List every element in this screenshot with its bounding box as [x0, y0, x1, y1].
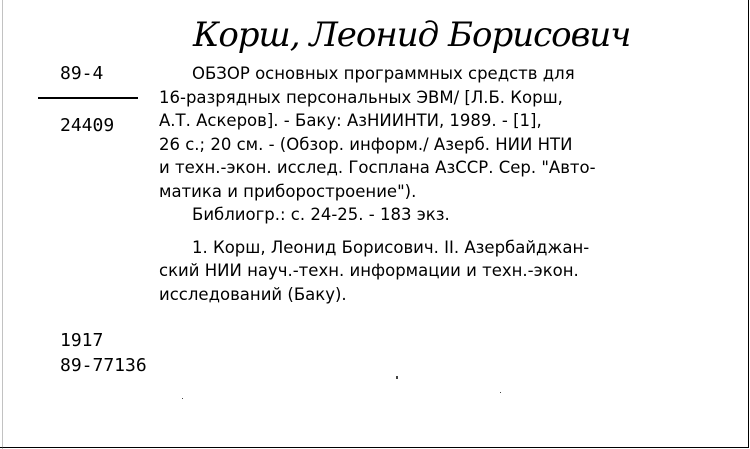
ink-speck	[500, 392, 501, 393]
card-left-edge	[2, 0, 3, 449]
bibliography-note: Библиогр.: с. 24-25. - 183 экз.	[192, 205, 450, 224]
tracing-line: 1. Корш, Леонид Борисович. II. Азербайджан-	[192, 237, 590, 257]
record-number: 89-77136	[60, 355, 147, 376]
description-line: 26 с.; 20 см. - (Обзор. информ./ Азерб. НИИ НТИ	[159, 134, 573, 154]
description-line: и техн.-экон. исслед. Госплана АзССР. Сер. "Авто-	[159, 158, 596, 177]
year-code: 1917	[60, 330, 104, 351]
ink-speck	[396, 376, 398, 379]
tracing-line: исследований (Баку).	[159, 284, 347, 304]
bibliographic-description	[159, 62, 739, 306]
description-line: матика и приборостроение").	[159, 181, 417, 201]
index-divider	[38, 97, 138, 99]
index-code: 89-4	[60, 63, 104, 84]
description-line: ОБЗОР основных программных средств для	[192, 64, 575, 83]
tracing-line: ский НИИ науч.-техн. информации и техн.-экон.	[159, 261, 579, 280]
inventory-number: 24409	[60, 115, 115, 136]
description-line: 16-разрядных персональных ЭВМ/ [Л.Б. Корш,	[159, 87, 563, 107]
handwritten-signature	[193, 8, 631, 60]
description-line: А.Т. Аскеров]. - Баку: АзНИИНТИ, 1989. - [1],	[159, 111, 542, 130]
ink-speck	[182, 398, 183, 399]
svg-text:Корш, Леонид Борисович: Корш, Леонид Борисович	[193, 15, 631, 55]
